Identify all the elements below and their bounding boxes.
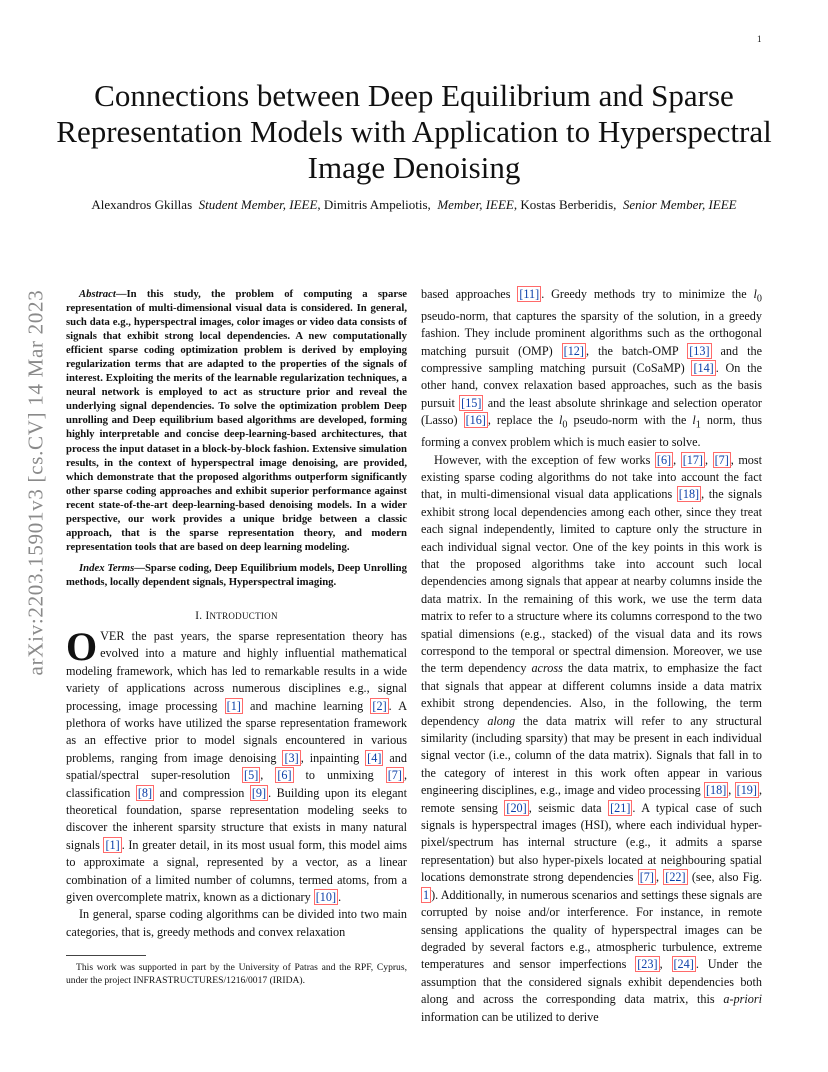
text-span: , inpainting: [300, 750, 366, 765]
citation-link[interactable]: [3]: [284, 750, 299, 765]
citation-link[interactable]: [17]: [682, 452, 703, 467]
emphasis-along: along: [487, 713, 516, 728]
citation-link[interactable]: [5]: [244, 768, 259, 783]
text-span: ,: [673, 452, 681, 467]
citation-link[interactable]: [23]: [637, 957, 658, 972]
citation-link[interactable]: [19]: [736, 783, 757, 798]
citation-link[interactable]: [24]: [673, 957, 694, 972]
emphasis-across: across: [531, 661, 563, 676]
author-2: Dimitris Ampeliotis,: [323, 197, 431, 212]
intro-paragraph-2: In general, sparse coding algorithms can be divided into two main categories, that is, greedy methods and convex relaxation: [66, 907, 407, 939]
text-span: and compression: [154, 785, 250, 800]
text-span: , most existing sparse coding algorithms do not take into account the fact that, in multi-dimensional visual data applications: [421, 452, 763, 502]
intro-paragraph-1: [66, 623, 408, 907]
section-numeral: I.: [195, 609, 203, 622]
text-span: However, with the exception of few works: [434, 452, 655, 467]
author-3-role: Senior Member, IEEE: [622, 197, 737, 212]
text-span: , classification: [66, 768, 407, 800]
text-span: (see, also Fig.: [687, 870, 762, 885]
text-span: .: [338, 890, 342, 905]
citation-link[interactable]: [7]: [387, 768, 402, 783]
text-span: pseudo-norm with the: [567, 413, 693, 428]
citation-link[interactable]: [8]: [137, 785, 153, 800]
text-span: VER the past years, the sparse representation theory has evolved into a mature and highly influential mathematical modeling framework, which has led to remarkable results in a wide variety of applications across numerous disciplines e.g., signal processing, image processing: [66, 628, 407, 713]
text-span: . Greedy methods try to minimize the: [541, 287, 754, 301]
math-symbol: l: [692, 413, 696, 428]
citation-link[interactable]: [18]: [705, 783, 727, 798]
citation-link[interactable]: [7]: [714, 452, 729, 467]
text-span: , remote sensing: [421, 783, 762, 815]
right-paragraph-1: [421, 286, 762, 452]
text-span: information can be utilized to derive: [421, 1009, 599, 1024]
text-span: . A plethora of works have utilized the sparse representation framework as an effective prior to model signals encountered in various problems, ranging from image denoising: [66, 698, 408, 765]
abstract-label: Abstract: [79, 288, 116, 300]
text-span: and spatial/spectral super-resolution: [66, 750, 407, 783]
abstract: [66, 287, 407, 554]
text-span: ,: [705, 452, 713, 467]
math-subscript: 0: [562, 419, 568, 431]
citation-link[interactable]: [22]: [665, 870, 686, 885]
citation-link[interactable]: [6]: [277, 768, 292, 783]
drop-cap: O: [66, 623, 98, 669]
figure-link[interactable]: 1: [423, 887, 430, 902]
text-span: and the least absolute shrinkage and selection operator (Lasso): [421, 395, 762, 428]
citation-link[interactable]: [21]: [610, 800, 631, 815]
section-heading-introduction: [66, 609, 407, 623]
text-span: norm, thus forming a convex problem which is much easier to solve.: [421, 413, 762, 450]
arxiv-stamp-text: arXiv:2203.15901v3 [cs.CV] 14 Mar 2023: [23, 289, 48, 675]
right-column: [421, 286, 762, 1026]
text-span: the data matrix will refer to any structural similarity (including sparsity) that may be present in each individual signal vector (i.e., column of the data matrix). Signals that fall in to the category of interest in this work often appear in various engineering disciplines, e.g., image and video processing: [421, 713, 762, 798]
citation-link[interactable]: [1]: [105, 837, 120, 852]
text-span: , seismic data: [528, 800, 609, 815]
text-span: , replace the: [487, 413, 560, 428]
text-span: . In greater detail, in its most usual form, this model aims to approximate a signal, represented by a vector, as a linear combination of a limited number of columns, termed atoms, from a given overcomplete matrix, known as a dictionary: [66, 837, 407, 905]
citation-link[interactable]: [16]: [465, 413, 486, 428]
citation-link[interactable]: [9]: [251, 785, 267, 800]
index-terms-text: —Sparse coding, Deep Equilibrium models, Deep Unrolling methods, locally dependent signals, Hyperspectral imaging.: [66, 561, 407, 588]
citation-link[interactable]: [14]: [693, 361, 714, 376]
right-paragraph-2: [421, 452, 762, 1026]
citation-link[interactable]: [20]: [506, 800, 527, 815]
author-2-role: Member, IEEE: [437, 197, 514, 212]
funding-footnote: This work was supported in part by the University of Patras and the RPF, Cyprus, under the project INFRASTRUCTURES/1216/0017 (IRIDA).: [66, 962, 407, 986]
math-symbol: l: [559, 413, 563, 428]
text-span: . Building upon its elegant theoretical foundation, sparse representation modeling seeks to discover the inherent sparsity structure that exists in many natural signals: [66, 785, 407, 852]
text-span: the data matrix, to emphasize the fact that signals that appear at different columns inside a data matrix exhibit strong dependencies. Also, in the following, the term dependency: [421, 661, 762, 728]
text-span: , the batch-OMP: [585, 343, 688, 358]
index-terms: [66, 561, 407, 589]
math-symbol: l: [753, 287, 757, 301]
text-span: , the signals exhibit strong local dependencies among each other, since they treat each signal independently, limited to capture only the structure in each individual signal vector. One of the key points in this work is that the proposed algorithms take into account such local dependencies among signals that appear at nearby columns inside the data matrix. In the remaining of this work, we use the term data matrix to refer to a structure where its columns correspond to the two spatial dimensions (e.g., stacked) of the visual data and its rows correspond to the temporal or spectral dimension. Moreover, we use the term dependency: [421, 487, 763, 676]
text-span: . Under the assumption that the considered signals exhibit dependencies both along and across the corresponding data matrix, this: [421, 957, 762, 1007]
page-number: 1: [757, 34, 762, 44]
text-span: ,: [659, 957, 672, 972]
text-span: and the compressive sampling matching pursuit (CoSaMP): [421, 343, 762, 376]
citation-link[interactable]: [13]: [689, 343, 710, 358]
left-column: [66, 287, 407, 987]
text-span: . A typical case of such signals is hyperspectral images (HSI), where each individual hyper-pixel/spectrum has internal structure (e.g., it admits a sparse representation) but also hyper-pixels located at neighbouring spatial locations demonstrate strong dependencies: [421, 800, 762, 885]
paper-title: Connections between Deep Equilibrium and Sparse Representation Models with Application to Hyperspectral Image Denoising: [56, 78, 772, 185]
citation-link[interactable]: [1]: [226, 698, 241, 713]
author-1-role: Student Member, IEEE: [198, 197, 318, 212]
citation-link[interactable]: [6]: [656, 452, 672, 467]
footnote-divider: [66, 955, 146, 956]
author-1: Alexandros Gkillas: [91, 197, 193, 212]
text-span: pseudo-norm, that captures the sparsity of the solution, in a greedy fashion. They include prominent algorithms such as the orthogonal matching pursuit (OMP): [421, 308, 762, 358]
author-3: Kostas Berberidis,: [520, 197, 617, 212]
text-span: ,: [260, 768, 276, 783]
arxiv-identifier-stamp: [18, 282, 54, 682]
emphasis-a-priori: a-priori: [723, 992, 762, 1007]
math-subscript: 1: [695, 419, 701, 431]
text-span: ). Additionally, in numerous scenarios and settings these signals are corrupted by noise and/or interference. For instance, in remote sensing applications the quality of hyperspectral images can be degraded by several factors e.g., atmospheric turbulence, extreme temperatures and sensor imperfections: [421, 887, 762, 972]
citation-link[interactable]: [7]: [639, 870, 654, 885]
section-title-rest: NTRODUCTION: [209, 610, 278, 621]
abstract-text: —In this study, the problem of computing a sparse representation of multi-dimensional visual data is considered. In general, such data e.g., hyperspectral images, color images or video data consists of signals that exhibit strong local dependencies. A new computationally efficient sparse coding optimization problem is derived by employing regularization terms that are adapted to the properties of the signals of interest. Exploiting the merits of the learnable regularization techniques, a neural network is employed to act as structure prior and reveal the underlying signal dependencies. To solve the optimization problem Deep unrolling and Deep equilibrium based algorithms are developed, forming highly interpretable and concise deep-learning-based architectures, that process the input dataset in a block-by-block fashion. Extensive simulation results, in the context of hyperspectral image denoising, are provided, which demonstrate that the proposed algorithms outperform significantly other sparse coding approaches and exhibit superior performance against recent state-of-the-art deep-learning-based denoising models. In a wider perspective, our work provides a unique bridge between a classic approach, that is the sparse representation theory, and modern representation tools that are based on deep learning modeling.: [66, 288, 407, 553]
citation-link[interactable]: [10]: [315, 890, 337, 905]
citation-link[interactable]: [11]: [519, 287, 540, 301]
text-span: to unmixing: [293, 768, 386, 783]
index-terms-label: Index Terms: [79, 561, 135, 574]
author-list: Alexandros Gkillas Student Member, IEEE, Dimitris Ampeliotis, Member, IEEE, Kostas Berberidis, Senior Member, IEEE: [91, 197, 737, 212]
citation-link[interactable]: [12]: [563, 343, 584, 358]
text-span: . On the other hand, convex relaxation based approaches, such as the basis pursuit: [421, 361, 762, 410]
text-span: and machine learning: [242, 698, 371, 713]
citation-link[interactable]: [15]: [461, 395, 482, 410]
citation-link[interactable]: [18]: [678, 487, 700, 502]
citation-link[interactable]: [2]: [372, 698, 387, 713]
section-title-initial: I: [205, 609, 210, 622]
citation-link[interactable]: [4]: [367, 750, 382, 765]
text-span: ,: [655, 870, 664, 885]
text-span: based approaches: [421, 287, 518, 301]
math-subscript: 0: [756, 293, 762, 305]
text-span: ,: [728, 783, 735, 798]
